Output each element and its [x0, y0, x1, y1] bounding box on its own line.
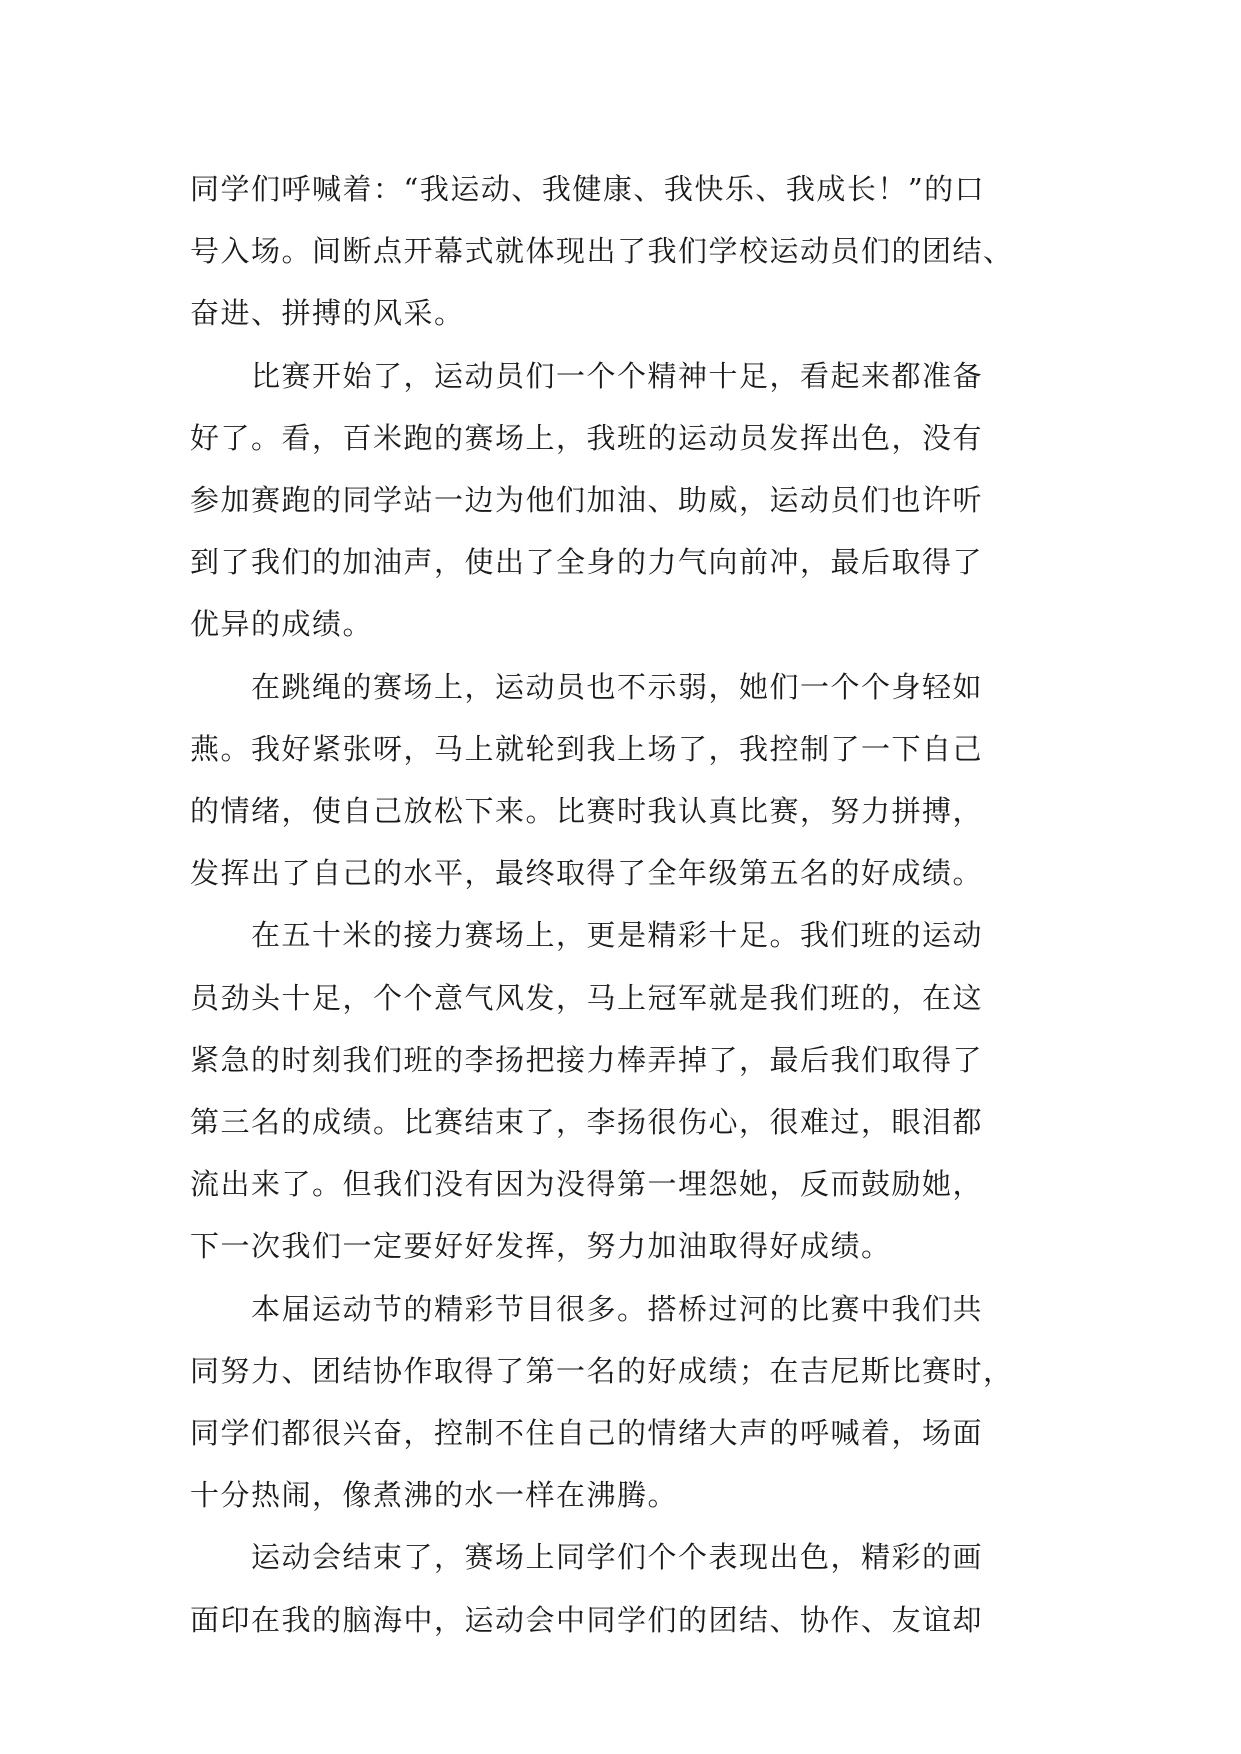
text-line: 发挥出了自己的水平，最终取得了全年级第五名的好成绩。	[190, 856, 984, 891]
paragraph	[190, 345, 1090, 656]
text-line: 同学们呼喊着：“我运动、我健康、我快乐、我成长！”的口	[190, 172, 986, 206]
text-line: 面印在我的脑海中，运动会中同学们的团结、协作、友谊却	[190, 1602, 984, 1637]
text-line: 奋进、拼搏的风采。	[190, 296, 465, 331]
text-line: 号入场。间断点开幕式就体现出了我们学校运动员们的团结、	[190, 234, 1014, 269]
text-line: 燕。我好紧张呀，马上就轮到我上场了，我控制了一下自己	[190, 731, 984, 766]
text-line: 同学们都很兴奋，控制不住自己的情绪大声的呼喊着，场面	[190, 1416, 984, 1451]
text-line: 运动会结束了，赛场上同学们个个表现出色，精彩的画	[190, 1540, 984, 1575]
text-line: 参加赛跑的同学站一边为他们加油、助威，运动员们也许听	[190, 483, 984, 518]
paragraph	[190, 1526, 1090, 1650]
paragraph	[190, 1278, 1090, 1527]
paragraph	[190, 158, 1090, 345]
text-line: 同努力、团结协作取得了第一名的好成绩；在吉尼斯比赛时，	[190, 1353, 1014, 1388]
paragraph	[190, 656, 1090, 905]
text-line: 十分热闹，像煮沸的水一样在沸腾。	[190, 1478, 679, 1513]
text-line: 第三名的成绩。比赛结束了，李扬很伤心，很难过，眼泪都	[190, 1105, 984, 1140]
text-line: 的情绪，使自己放松下来。比赛时我认真比赛，努力拼搏，	[190, 794, 984, 829]
document-body	[190, 158, 1090, 1651]
text-line: 紧急的时刻我们班的李扬把接力棒弄掉了，最后我们取得了	[190, 1042, 984, 1077]
text-line: 到了我们的加油声，使出了全身的力气向前冲，最后取得了	[190, 545, 984, 580]
text-line: 在跳绳的赛场上，运动员也不示弱，她们一个个身轻如	[190, 669, 984, 704]
text-line: 流出来了。但我们没有因为没得第一埋怨她，反而鼓励她，	[190, 1167, 984, 1202]
paragraph	[190, 904, 1090, 1277]
text-line: 本届运动节的精彩节目很多。搭桥过河的比赛中我们共	[190, 1291, 984, 1326]
text-line: 员劲头十足，个个意气风发，马上冠军就是我们班的，在这	[190, 980, 984, 1015]
text-line: 好了。看，百米跑的赛场上，我班的运动员发挥出色，没有	[190, 420, 984, 455]
text-line: 在五十米的接力赛场上，更是精彩十足。我们班的运动	[190, 918, 984, 953]
text-line: 比赛开始了，运动员们一个个精神十足，看起来都准备	[190, 358, 984, 393]
text-line: 下一次我们一定要好好发挥，努力加油取得好成绩。	[190, 1229, 892, 1264]
text-line: 优异的成绩。	[190, 607, 374, 642]
